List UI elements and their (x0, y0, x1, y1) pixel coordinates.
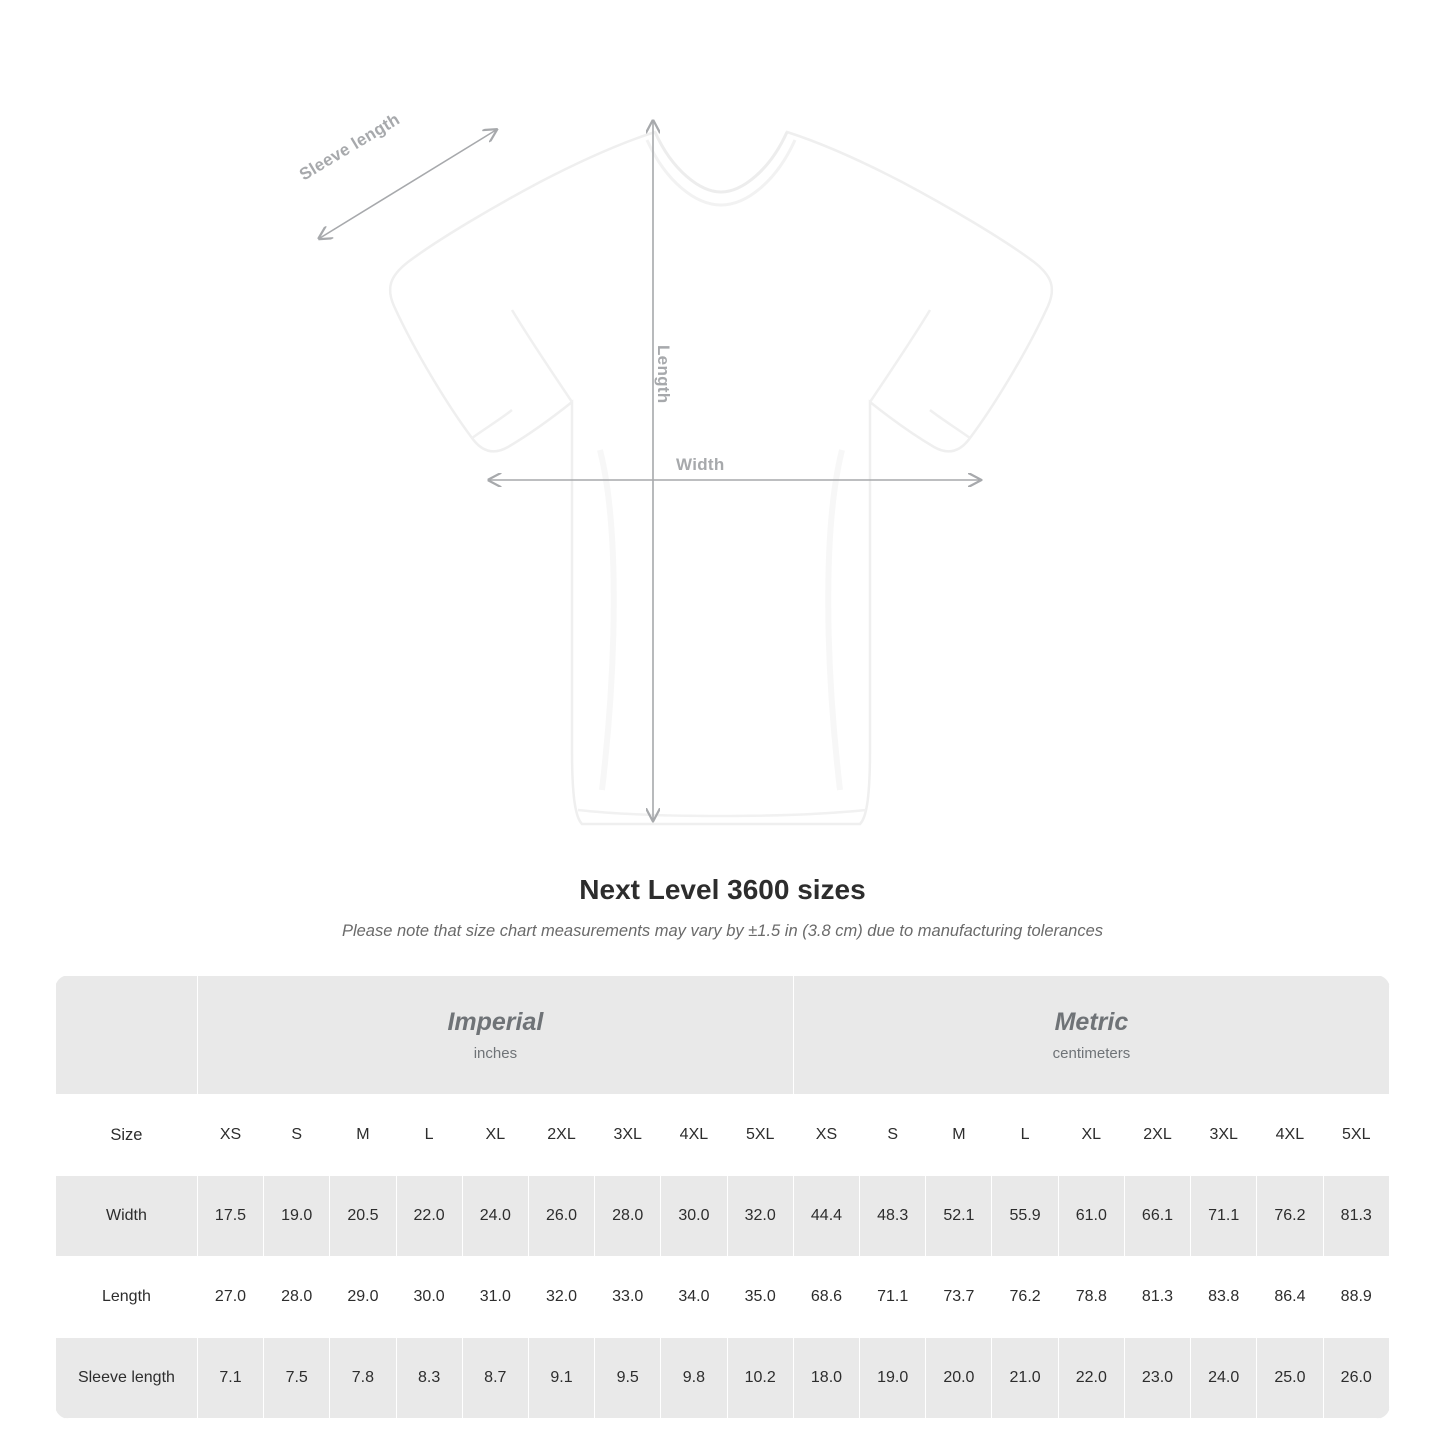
row-label: Length (56, 1257, 198, 1338)
table-cell: 52.1 (926, 1176, 992, 1257)
table-cell: 31.0 (462, 1257, 528, 1338)
table-cell: 76.2 (1257, 1176, 1323, 1257)
size-header-cell: XL (462, 1095, 528, 1176)
table-cell: 17.5 (197, 1176, 263, 1257)
table-cell: 48.3 (860, 1176, 926, 1257)
table-cell: 7.1 (197, 1338, 263, 1419)
table-cell: 86.4 (1257, 1257, 1323, 1338)
table-cell: 30.0 (396, 1257, 462, 1338)
table-cell: 35.0 (727, 1257, 793, 1338)
table-cell: 28.0 (264, 1257, 330, 1338)
table-cell: 76.2 (992, 1257, 1058, 1338)
size-header-cell: 2XL (1124, 1095, 1190, 1176)
size-header-cell: 4XL (1257, 1095, 1323, 1176)
table-cell: 29.0 (330, 1257, 396, 1338)
size-header-cell: 4XL (661, 1095, 727, 1176)
sleeve-length-annotation: Sleeve length (296, 109, 404, 185)
table-cell: 24.0 (1191, 1338, 1257, 1419)
table-cell: 23.0 (1124, 1338, 1190, 1419)
table-cell: 73.7 (926, 1257, 992, 1338)
table-cell: 55.9 (992, 1176, 1058, 1257)
tshirt-icon (290, 110, 1150, 840)
size-label-cell: Size (56, 1095, 198, 1176)
size-header-cell: 5XL (727, 1095, 793, 1176)
heading-block (0, 874, 1445, 941)
size-header-cell: XS (197, 1095, 263, 1176)
table-cell: 9.1 (528, 1338, 594, 1419)
table-cell: 71.1 (860, 1257, 926, 1338)
table-cell: 30.0 (661, 1176, 727, 1257)
size-header-cell: 5XL (1323, 1095, 1390, 1176)
table-cell: 81.3 (1323, 1176, 1390, 1257)
table-cell: 34.0 (661, 1257, 727, 1338)
size-header-cell: L (396, 1095, 462, 1176)
table-cell: 19.0 (860, 1338, 926, 1419)
page-title: Next Level 3600 sizes (579, 874, 866, 905)
table-cell: 20.0 (926, 1338, 992, 1419)
width-annotation: Width (676, 455, 725, 474)
tolerance-note: Please note that size chart measurements may vary by ±1.5 in (3.8 cm) due to manufacturing tolerances (341, 922, 1104, 940)
table-cell: 7.8 (330, 1338, 396, 1419)
row-label: Width (56, 1176, 198, 1257)
table-cell: 71.1 (1191, 1176, 1257, 1257)
table-cell: 88.9 (1323, 1257, 1390, 1338)
table-cell: 44.4 (793, 1176, 859, 1257)
table-cell: 7.5 (264, 1338, 330, 1419)
table-cell: 28.0 (595, 1176, 661, 1257)
row-label: Sleeve length (56, 1338, 198, 1419)
size-header-cell: L (992, 1095, 1058, 1176)
system-spacer-cell (56, 976, 198, 1095)
size-header-cell: 3XL (1191, 1095, 1257, 1176)
table-cell: 9.8 (661, 1338, 727, 1419)
system-imperial-name: Imperial (447, 1007, 544, 1036)
table-cell: 10.2 (727, 1338, 793, 1419)
table-cell: 26.0 (528, 1176, 594, 1257)
system-metric-name: Metric (1054, 1007, 1129, 1036)
table-cell: 66.1 (1124, 1176, 1190, 1257)
table-cell: 20.5 (330, 1176, 396, 1257)
size-header-cell: 2XL (528, 1095, 594, 1176)
table-row (56, 1176, 1390, 1257)
table-row (56, 1338, 1390, 1419)
size-header-cell: M (926, 1095, 992, 1176)
table-cell: 25.0 (1257, 1338, 1323, 1419)
table-cell: 8.7 (462, 1338, 528, 1419)
size-table (55, 975, 1390, 1419)
table-row (56, 1257, 1390, 1338)
system-metric-cell (793, 976, 1389, 1095)
system-imperial-unit: inches (473, 1045, 518, 1063)
size-header-row (56, 1095, 1390, 1176)
system-imperial-cell (197, 976, 793, 1095)
size-header-cell: S (264, 1095, 330, 1176)
size-header-cell: XL (1058, 1095, 1124, 1176)
size-header-cell: S (860, 1095, 926, 1176)
table-cell: 22.0 (396, 1176, 462, 1257)
length-annotation: Length (654, 345, 673, 404)
system-header-row (56, 976, 1390, 1095)
table-cell: 21.0 (992, 1338, 1058, 1419)
size-header-cell: 3XL (595, 1095, 661, 1176)
table-cell: 19.0 (264, 1176, 330, 1257)
system-metric-unit: centimeters (1052, 1045, 1131, 1063)
size-table-wrapper (55, 975, 1390, 1419)
table-cell: 61.0 (1058, 1176, 1124, 1257)
size-header-cell: XS (793, 1095, 859, 1176)
table-cell: 32.0 (727, 1176, 793, 1257)
table-cell: 18.0 (793, 1338, 859, 1419)
table-cell: 81.3 (1124, 1257, 1190, 1338)
table-cell: 83.8 (1191, 1257, 1257, 1338)
table-cell: 27.0 (197, 1257, 263, 1338)
table-cell: 8.3 (396, 1338, 462, 1419)
table-cell: 9.5 (595, 1338, 661, 1419)
table-cell: 32.0 (528, 1257, 594, 1338)
size-header-cell: M (330, 1095, 396, 1176)
table-cell: 33.0 (595, 1257, 661, 1338)
table-cell: 78.8 (1058, 1257, 1124, 1338)
table-cell: 24.0 (462, 1176, 528, 1257)
table-cell: 68.6 (793, 1257, 859, 1338)
table-cell: 22.0 (1058, 1338, 1124, 1419)
table-cell: 26.0 (1323, 1338, 1390, 1419)
